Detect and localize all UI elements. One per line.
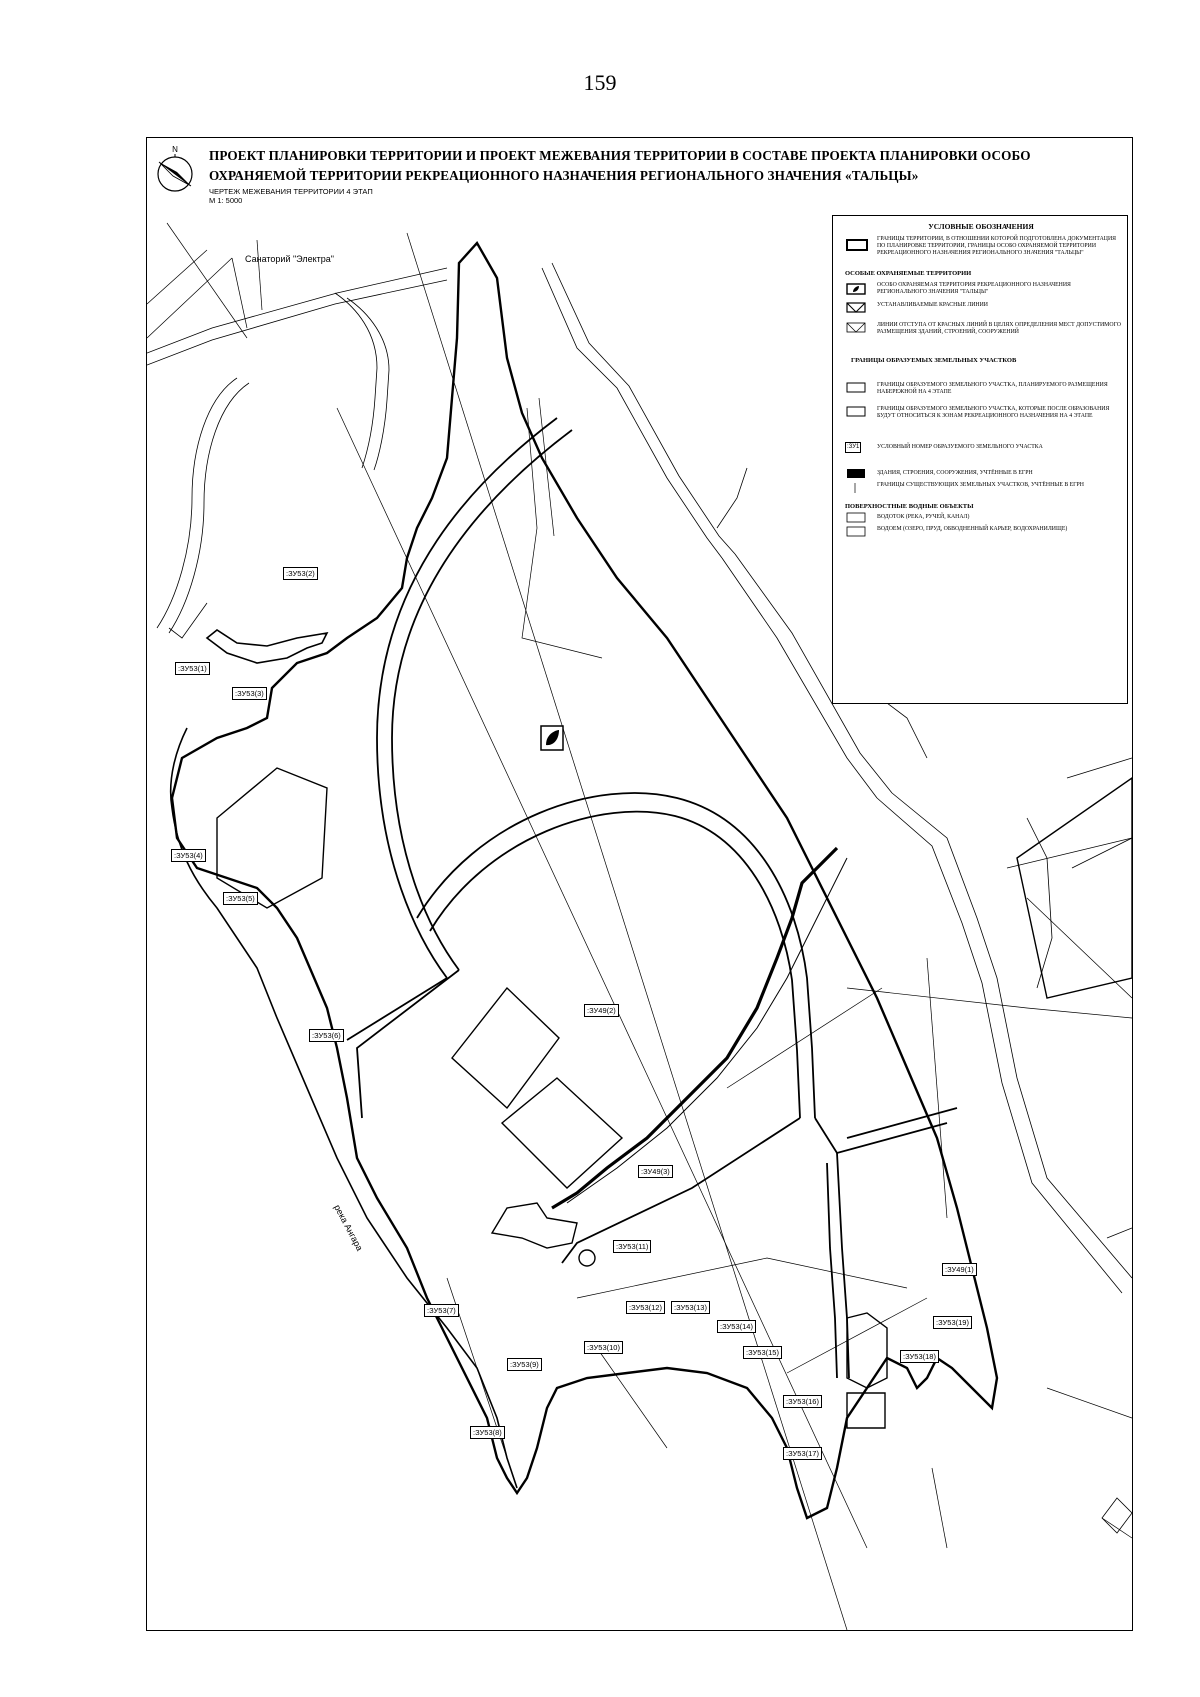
legend-title: УСЛОВНЫЕ ОБОЗНАЧЕНИЯ — [928, 222, 1034, 231]
legend-section-water: ПОВЕРХНОСТНЫЕ ВОДНЫЕ ОБЪЕКТЫ — [845, 503, 974, 510]
drawing-sheet — [146, 137, 1133, 1631]
parcel-label: :ЗУ53(15) — [743, 1346, 782, 1359]
drawing-title: ПРОЕКТ ПЛАНИРОВКИ ТЕРРИТОРИИ И ПРОЕКТ МЕЖЕВАНИЯ ТЕРРИТОРИИ В СОСТАВЕ ПРОЕКТА ПЛАНИРОВКИ ОСОБО ОХРАНЯЕМОЙ ТЕРРИТОРИИ РЕКРЕАЦИОННОГО НАЗНАЧЕНИЯ РЕГИОНАЛЬНОГО ЗНАЧЕНИЯ «ТАЛЬЦЫ» — [209, 148, 1031, 183]
parcel-label: :ЗУ53(11) — [613, 1240, 651, 1253]
north-arrow-icon — [153, 144, 197, 194]
parcel-label: :ЗУ53(18) — [900, 1350, 939, 1363]
parcel-label: :ЗУ53(14) — [717, 1320, 756, 1333]
territory-boundary-symbol-icon — [845, 236, 869, 252]
parcel-label: :ЗУ53(10) — [584, 1341, 623, 1354]
parcel-label: :ЗУ53(12) — [626, 1301, 665, 1314]
leaf-icon — [845, 282, 869, 296]
parcel-label: :ЗУ53(16) — [783, 1395, 822, 1408]
parcel-label: :ЗУ53(4) — [171, 849, 206, 862]
parcel-label: :ЗУ53(1) — [175, 662, 210, 675]
parcel-label: :ЗУ53(2) — [283, 567, 318, 580]
parcel-label: :ЗУ53(6) — [309, 1029, 344, 1042]
watercourse-line-2 — [567, 858, 847, 1203]
parcel-label: :ЗУ53(13) — [671, 1301, 710, 1314]
shoreline-parcel-contour — [171, 630, 517, 1488]
parcel-number-symbol: :ЗУ1 — [845, 442, 861, 453]
parcel-label: :ЗУ49(1) — [942, 1263, 977, 1276]
parcel-label: :ЗУ53(19) — [933, 1316, 972, 1329]
river-label: река Ангара — [332, 1203, 365, 1253]
embankment-parcel-symbol-icon — [845, 382, 869, 394]
parcel-label: :ЗУ49(3) — [638, 1165, 673, 1178]
parcel-label: :ЗУ53(5) — [223, 892, 258, 905]
watercourse-symbol-icon — [845, 512, 869, 524]
legend-section-parcels: ГРАНИЦЫ ОБРАЗУЕМЫХ ЗЕМЕЛЬНЫХ УЧАСТКОВ — [851, 357, 1017, 364]
parcel-label: :ЗУ53(7) — [424, 1304, 459, 1317]
parcel-label: :ЗУ53(9) — [507, 1358, 542, 1371]
existing-parcel-symbol-icon — [845, 482, 869, 494]
setback-lines-symbol-icon — [845, 322, 869, 334]
legend-section-protected: ОСОБЫЕ ОХРАНЯЕМЫЕ ТЕРРИТОРИИ — [845, 270, 972, 277]
buildings — [217, 768, 1132, 1428]
recreation-parcel-symbol-icon — [845, 406, 869, 418]
svg-text:N: N — [172, 145, 178, 154]
parcel-label: :ЗУ53(3) — [232, 687, 267, 700]
red-lines-symbol-icon — [845, 302, 869, 314]
parcel-label: :ЗУ53(8) — [470, 1426, 505, 1439]
water-body-symbol-icon — [845, 526, 869, 538]
sanatorium-label: Санаторий "Электра" — [245, 254, 334, 264]
parcel-label: :ЗУ49(2) — [584, 1004, 619, 1017]
protected-area-icon — [541, 726, 563, 750]
page-number: 159 — [583, 70, 617, 95]
parcel-label: :ЗУ53(17) — [783, 1447, 822, 1460]
subtitle-sheet-name: ЧЕРТЕЖ МЕЖЕВАНИЯ ТЕРРИТОРИИ 4 ЭТАП — [209, 187, 373, 196]
subtitle-scale: М 1: 5000 — [209, 196, 243, 205]
map-legend: УСЛОВНЫЕ ОБОЗНАЧЕНИЯ ГРАНИЦЫ ТЕРРИТОРИИ, В ОТНОШЕНИИ КОТОРОЙ ПОДГОТОВЛЕНА ДОКУМЕНТАЦИЯ ПО ПЛАНИРОВКЕ ТЕРРИТОРИИ, ГРАНИЦЫ ОСОБО ОХРАНЯЕМОЙ ТЕРРИТОРИИ РЕКРЕАЦИОННОГО НАЗНАЧЕНИЯ РЕГИОНАЛЬНОГО ЗНАЧЕНИЯ "ТАЛЬЦЫ" ОСОБЫЕ ОХРАНЯЕМЫЕ ТЕРРИТОРИИ ОСОБО ОХРАНЯЕМАЯ ТЕРРИТОРИЯ РЕКРЕАЦИОННОГО НАЗНАЧЕНИЯ РЕГИОНАЛЬНОГО ЗНАЧЕНИЯ "ТАЛЬЦЫ" УСТАНАВЛИВАЕМЫЕ КРАСНЫЕ ЛИНИИ ЛИНИИ ОТСТУПА ОТ КРАСНЫХ ЛИНИЙ В ЦЕЛЯХ ОПРЕДЕЛЕНИЯ МЕСТ ДОПУСТИМОГО РАЗМЕЩЕНИЯ ЗДАНИЙ, СТРОЕНИЙ, СООРУЖЕНИЙ ГРАНИЦЫ ОБРАЗУЕМЫХ ЗЕМЕЛЬНЫХ УЧАСТКОВ ГРАНИЦЫ ОБРАЗУЕМОГО ЗЕМЕЛЬНОГО УЧАСТКА, ПЛАНИРУЕМОГО РАЗМЕЩЕНИЯ НАБЕРЕЖНОЙ НА 4 ЭТАПЕ ГРАНИЦЫ ОБРАЗУЕМОГО ЗЕМЕЛЬНОГО УЧАСТКА, КОТОРЫЕ ПОСЛЕ ОБРАЗОВАНИЯ БУДУТ ОТНОСИТЬСЯ К ЗОНАМ РЕКРЕАЦИОННОГО НАЗНАЧЕНИЯ НА 4 ЭТАПЕ :ЗУ1 УСЛОВНЫЙ НОМЕР ОБРАЗУЕМОГО ЗЕМЕЛЬНОГО УЧАСТКА ЗДАНИЯ, СТРОЕНИЯ, СООРУЖЕНИЯ, УЧТЁННЫЕ В ЕГРН ГРАНИЦЫ СУЩЕСТВУЮЩИХ ЗЕМЕЛЬНЫХ УЧАСТКОВ, УЧТЁННЫЕ В ЕГРН ПОВЕРХНОСТНЫЕ ВОДНЫЕ ОБЪЕКТЫ ВОДОТОК (РЕКА, РУЧЕЙ, КАНАЛ) ВОДОЕМ (ОЗЕРО, ПРУД, ОБВОДНЕННЫЙ КАРЬЕР, ВОДОХРАНИЛИЩЕ) — [832, 215, 1128, 704]
watercourse-line — [552, 848, 837, 1208]
building-symbol-icon — [845, 468, 869, 480]
drawing-subtitle — [209, 187, 373, 205]
